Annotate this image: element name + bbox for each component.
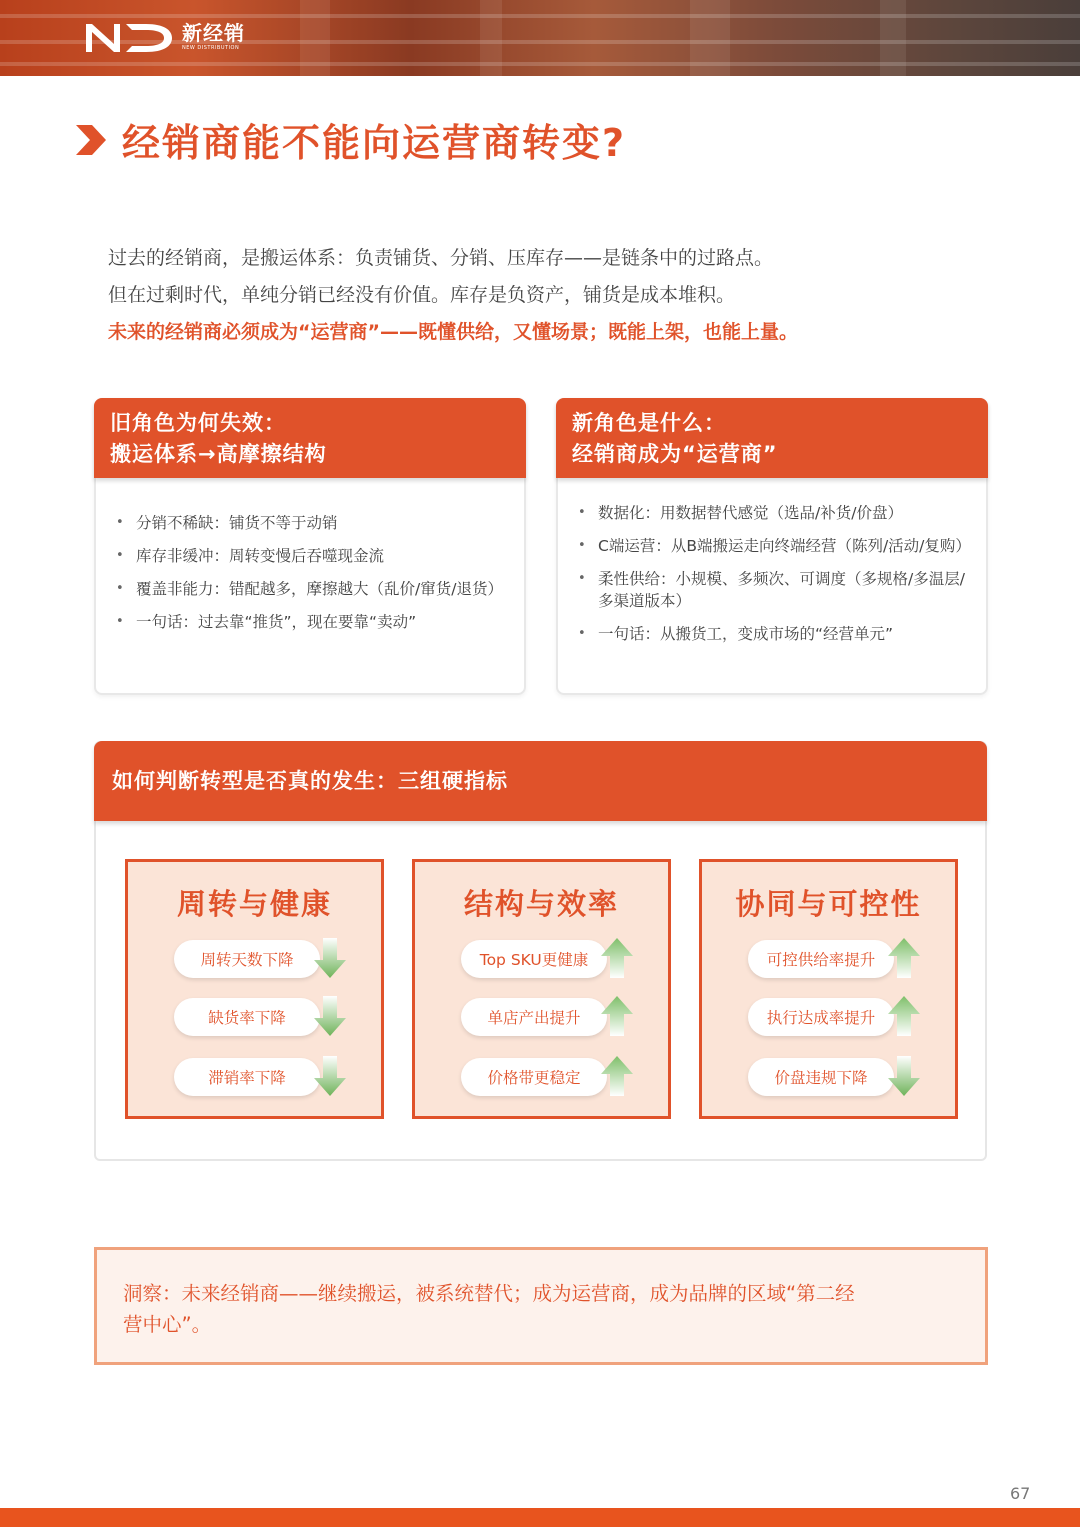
- new-role-card: [556, 398, 988, 695]
- arrow-down-shape: [888, 1056, 920, 1096]
- banner-stripe: [480, 0, 502, 76]
- list-item: • 分销不稀缺：铺货不等于动销: [116, 512, 508, 534]
- metric-pill: 单店产出提升: [461, 998, 607, 1036]
- arrow-up-icon: [599, 1054, 635, 1098]
- header-banner: [0, 0, 1080, 76]
- intro-line: 过去的经销商，是搬运体系：负责铺货、分销、压库存——是链条中的过路点。: [108, 247, 774, 269]
- banner-stripe: [690, 0, 730, 76]
- card-heading-line: 搬运体系→高摩擦结构: [110, 442, 327, 466]
- list-item: • 一句话：过去靠“推货”，现在要靠“卖动”: [116, 611, 508, 633]
- old-role-list: [116, 512, 508, 644]
- new-role-list: [578, 502, 970, 656]
- arrow-down-shape: [314, 938, 346, 978]
- metric-pill: 滞销率下降: [174, 1058, 320, 1096]
- arrow-down-icon: [312, 994, 348, 1038]
- list-item: • 柔性供给：小规模、多频次、可调度（多规格/多温层/多渠道版本）: [578, 568, 970, 612]
- list-item: • C端运营：从B端搬运走向终端经营（陈列/活动/复购）: [578, 535, 970, 557]
- insight-line: 营中心”。: [123, 1313, 212, 1336]
- metric-pill: Top SKU更健康: [461, 940, 607, 978]
- metric-pill: 可控供给率提升: [748, 940, 894, 978]
- page-title: 经销商能不能向运营商转变?: [122, 121, 627, 165]
- indicator-group-coordination: [699, 859, 958, 1119]
- arrow-up-icon: [599, 936, 635, 980]
- metric-pill: 执行达成率提升: [748, 998, 894, 1036]
- group-title: 结构与效率: [463, 887, 619, 921]
- card-heading-line: 旧角色为何失效：: [110, 411, 286, 435]
- page-number: 67: [1010, 1484, 1031, 1503]
- arrow-up-shape: [601, 996, 633, 1036]
- metric-pill: 缺货率下降: [174, 998, 320, 1036]
- arrow-down-icon: [886, 1054, 922, 1098]
- arrow-down-shape: [314, 996, 346, 1036]
- insight-box: [94, 1247, 988, 1365]
- arrow-down-icon: [312, 936, 348, 980]
- arrow-up-icon: [886, 936, 922, 980]
- card-heading-line: 新角色是什么：: [572, 411, 726, 435]
- brand-name-cn: 新经销: [182, 21, 245, 45]
- indicator-group-turnover: [125, 859, 384, 1119]
- arrow-up-icon: [599, 994, 635, 1038]
- page-title-row: [74, 112, 626, 167]
- list-item: • 数据化：用数据替代感觉（选品/补货/价盘）: [578, 502, 970, 524]
- new-role-heading: [556, 398, 988, 478]
- chevron-right-icon: [74, 123, 108, 157]
- old-role-heading: [94, 398, 526, 478]
- arrow-up-shape: [601, 1056, 633, 1096]
- banner-stripe: [300, 0, 330, 76]
- metric-pill: 价盘违规下降: [748, 1058, 894, 1096]
- arrow-up-icon: [886, 994, 922, 1038]
- brand-name-en: NEW DISTRIBUTION: [182, 45, 240, 51]
- intro-text: [108, 240, 1008, 351]
- list-item: • 覆盖非能力：错配越多，摩擦越大（乱价/窜货/退货）: [116, 578, 508, 600]
- arrow-up-shape: [888, 996, 920, 1036]
- nd-logo-icon: [84, 20, 174, 54]
- group-title: 周转与健康: [176, 887, 332, 921]
- intro-highlight: 未来的经销商必须成为“运营商”——既懂供给，又懂场景；既能上架，也能上量。: [108, 321, 798, 343]
- intro-line: 但在过剩时代，单纯分销已经没有价值。库存是负资产，铺货是成本堆积。: [108, 284, 736, 306]
- arrow-up-shape: [601, 938, 633, 978]
- card-heading-line: 经销商成为“运营商”: [572, 442, 778, 466]
- brand-logo: [84, 20, 245, 54]
- arrow-down-shape: [314, 1056, 346, 1096]
- banner-stripe: [880, 0, 906, 76]
- indicators-heading: 如何判断转型是否真的发生：三组硬指标: [94, 741, 987, 821]
- list-item: • 一句话：从搬货工，变成市场的“经营单元”: [578, 623, 970, 645]
- metric-pill: 周转天数下降: [174, 940, 320, 978]
- group-title: 协同与可控性: [735, 887, 922, 921]
- brand-name: [182, 22, 245, 52]
- indicator-group-structure: [412, 859, 671, 1119]
- old-role-card: [94, 398, 526, 695]
- metric-pill: 价格带更稳定: [461, 1058, 607, 1096]
- indicators-panel: [94, 741, 987, 1161]
- list-item: • 库存非缓冲：周转变慢后吞噬现金流: [116, 545, 508, 567]
- banner-shelf: [0, 14, 1080, 18]
- insight-line: 洞察：未来经销商——继续搬运，被系统替代；成为运营商，成为品牌的区域“第二经: [123, 1282, 855, 1305]
- banner-shelf: [0, 62, 1080, 66]
- arrow-down-icon: [312, 1054, 348, 1098]
- footer-bar: [0, 1508, 1080, 1527]
- arrow-up-shape: [888, 938, 920, 978]
